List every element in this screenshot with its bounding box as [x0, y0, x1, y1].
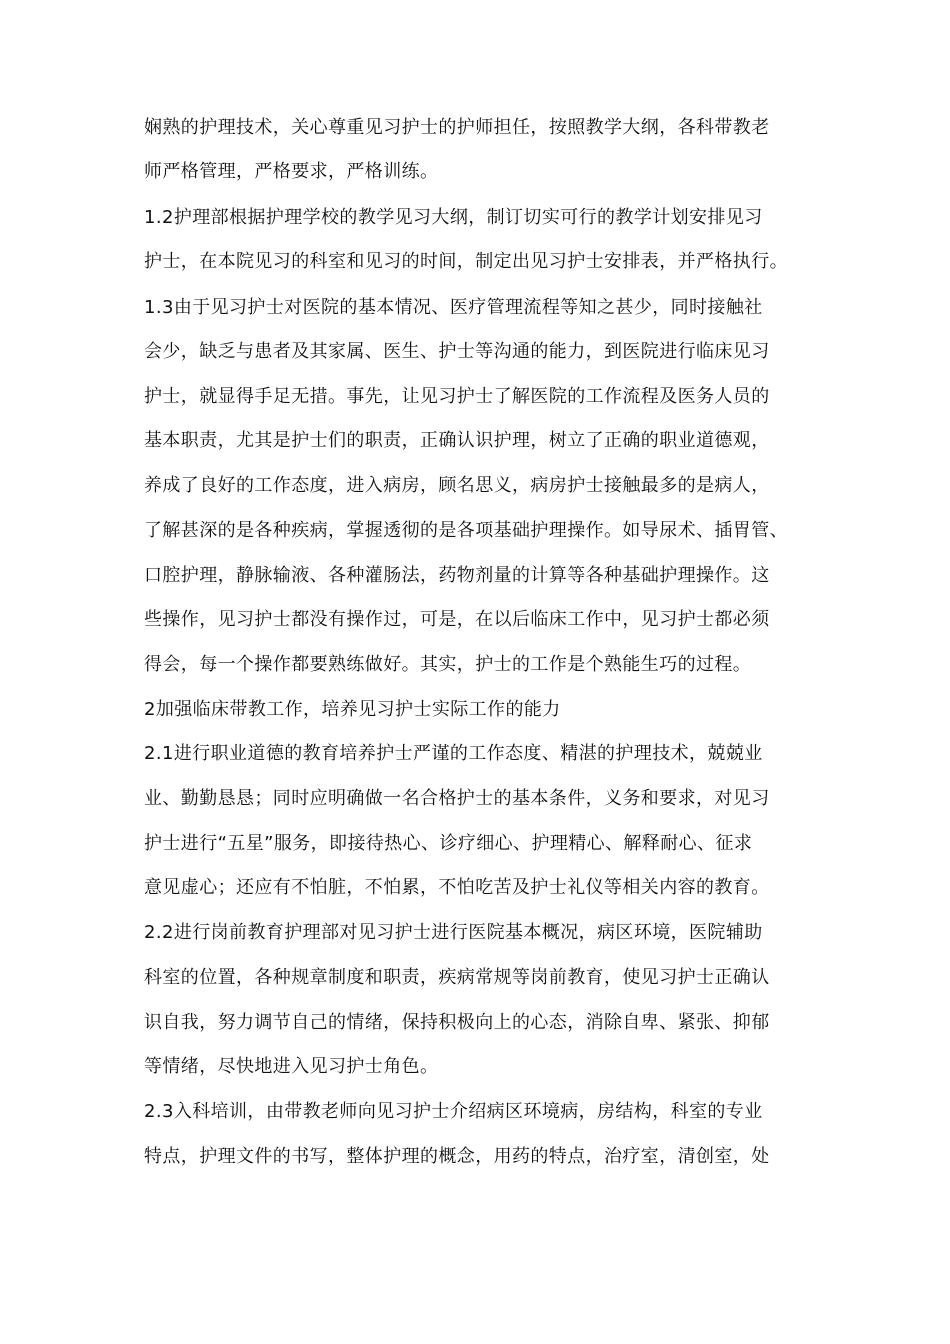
text-line: 养成了良好的工作态度，进入病房，顾名思义，病房护士接触最多的是病人， — [144, 475, 770, 496]
text-line: 护士，在本院见习的科室和见习的时间，制定出见习护士安排表，并严格执行。 — [144, 251, 788, 272]
text-line: 些操作，见习护士都没有操作过，可是，在以后临床工作中，见习护士都必须 — [144, 609, 770, 630]
text-line: 得会，每一个操作都要熟练做好。其实，护士的工作是个熟能生巧的过程。 — [144, 654, 752, 675]
text-line: 护士，就显得手足无措。事先，让见习护士了解医院的工作流程及医务人员的 — [144, 386, 770, 407]
text-line: 业、勤勤恳恳；同时应明确做一名合格护士的基本条件，义务和要求，对见习 — [144, 788, 770, 809]
text-line: 师严格管理，严格要求，严格训练。 — [144, 161, 439, 182]
text-line: 意见虚心；还应有不怕脏，不怕累，不怕吃苦及护士礼仪等相关内容的教育。 — [144, 877, 770, 898]
text-line: 娴熟的护理技术，关心尊重见习护士的护师担任，按照教学大纲，各科带教老 — [144, 117, 770, 138]
text-line: 识自我，努力调节自己的情绪，保持积极向上的心态，消除自卑、紧张、抑郁 — [144, 1012, 770, 1033]
text-line: 护士进行“五星”服务，即接待热心、诊疗细心、护理精心、解释耐心、征求 — [144, 833, 753, 854]
text-line: 2.3入科培训，由带教老师向见习护士介绍病区环境病，房结构，科室的专业 — [144, 1101, 763, 1122]
text-line: 2.2进行岗前教育护理部对见习护士进行医院基本概况，病区环境，医院辅助 — [144, 922, 763, 943]
text-line: 口腔护理，静脉输液、各种灌肠法，药物剂量的计算等各种基础护理操作。这 — [144, 565, 770, 586]
text-line: 会少，缺乏与患者及其家属、医生、护士等沟通的能力，到医院进行临床见习 — [144, 341, 770, 362]
text-line: 了解甚深的是各种疾病，掌握透彻的是各项基础护理操作。如导尿术、插胃管、 — [144, 520, 788, 541]
text-line: 等情绪，尽快地进入见习护士角色。 — [144, 1056, 439, 1077]
text-line: 特点，护理文件的书写，整体护理的概念，用药的特点，治疗室，清创室，处 — [144, 1146, 770, 1167]
text-line: 1.3由于见习护士对医院的基本情况、医疗管理流程等知之甚少，同时接触社 — [144, 297, 763, 318]
text-line: 2.1进行职业道德的教育培养护士严谨的工作态度、精湛的护理技术，兢兢业 — [144, 743, 763, 764]
section-heading: 2加强临床带教工作，培养见习护士实际工作的能力 — [144, 699, 561, 720]
text-line: 1.2护理部根据护理学校的教学见习大纲，制订切实可行的教学计划安排见习 — [144, 207, 763, 228]
text-line: 基本职责，尤其是护士们的职责，正确认识护理，树立了正确的职业道德观， — [144, 430, 770, 451]
text-line: 科室的位置，各种规章制度和职责，疾病常规等岗前教育，使见习护士正确认 — [144, 967, 770, 988]
